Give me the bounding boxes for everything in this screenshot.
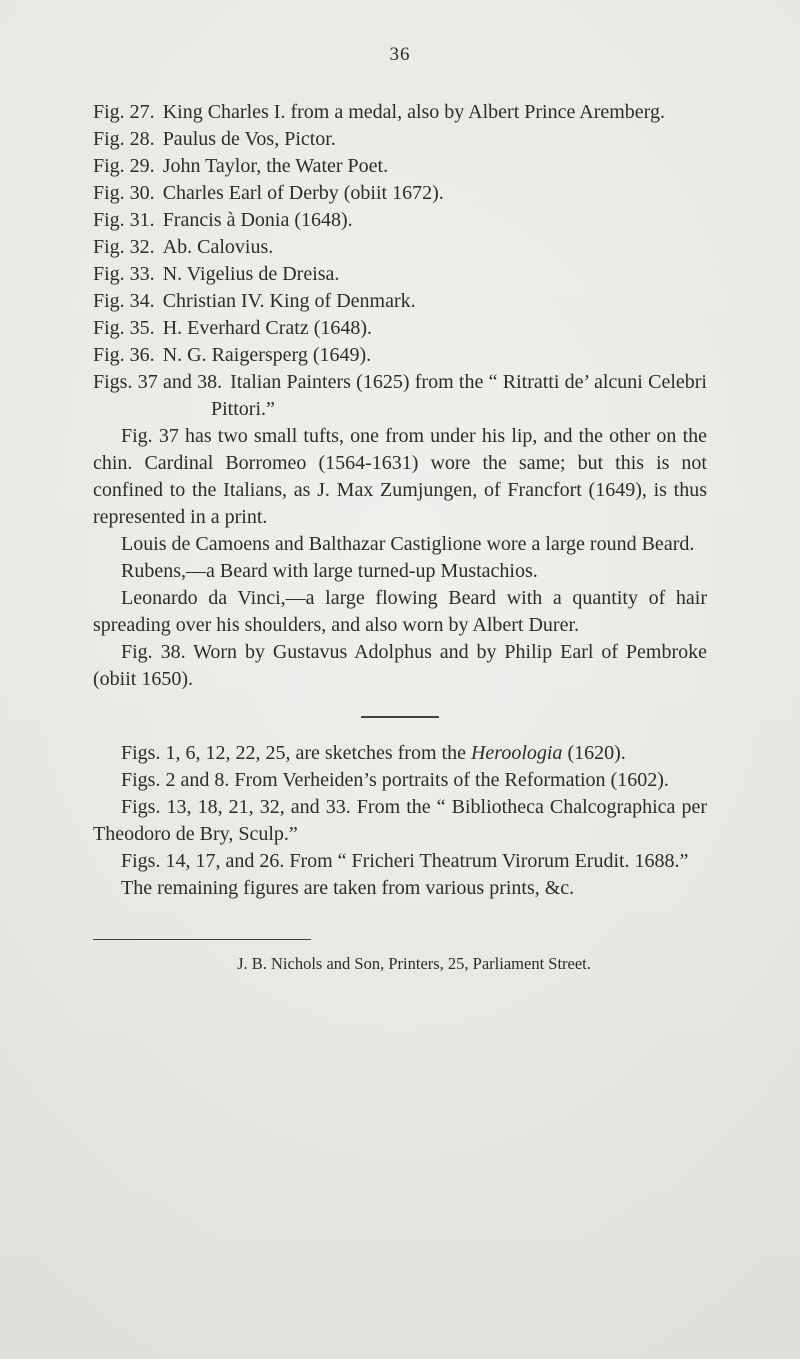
figure-label: Figs. 37 and 38. (93, 371, 223, 393)
page-number: 36 (389, 44, 411, 65)
source-text: (1620). (562, 742, 626, 764)
figure-label: Fig. 33. (93, 263, 155, 285)
figure-text: N. Vigelius de Dreisa. (162, 263, 340, 285)
paragraph-rubens: Rubens,—a Beard with large turned-up Mustachios. (121, 560, 538, 582)
paragraph-heroologia (93, 740, 707, 767)
figure-label: Fig. 35. (93, 317, 155, 339)
figure-text: John Taylor, the Water Poet. (162, 155, 389, 177)
figure-label: Fig. 27. (93, 101, 155, 123)
paragraph-verheiden: Figs. 2 and 8. From Verheiden’s portraits of the Reformation (1602). (121, 769, 669, 791)
figure-entry (93, 288, 707, 315)
source-text: Figs. 1, 6, 12, 22, 25, are sketches from the (121, 742, 471, 764)
figure-text: Francis à Donia (1648). (162, 209, 353, 231)
paragraph-fig38: Fig. 38. Worn by Gustavus Adolphus and by Philip Earl of Pembroke (obiit 1650). (93, 641, 707, 690)
figure-text: Christian IV. King of Denmark. (162, 290, 416, 312)
page-content (93, 99, 707, 975)
figure-entry (93, 342, 707, 369)
figure-label: Fig. 29. (93, 155, 155, 177)
section-divider (361, 716, 439, 718)
figure-label: Fig. 30. (93, 182, 155, 204)
paragraph-camoens-castiglione: Louis de Camoens and Balthazar Castiglione wore a large round Beard. (121, 533, 695, 555)
figure-entry (93, 261, 707, 288)
paragraph-da-vinci: Leonardo da Vinci,—a large flowing Beard with a quantity of hair spreading over his shoulders, and also worn by Albert Durer. (93, 587, 707, 636)
figure-entry (93, 126, 707, 153)
figure-text: Ab. Calovius. (162, 236, 274, 258)
figure-entry (93, 234, 707, 261)
paragraph-fricheri: Figs. 14, 17, and 26. From “ Fricheri Theatrum Virorum Erudit. 1688.” (121, 850, 689, 872)
footer-rule (93, 939, 311, 940)
figure-label: Fig. 28. (93, 128, 155, 150)
figure-entry (93, 315, 707, 342)
figure-entry (93, 99, 707, 126)
paragraph-bibliotheca: Figs. 13, 18, 21, 32, and 33. From the “ Bibliotheca Chalcographica per Theodoro de Bry, Sculp.” (93, 796, 707, 845)
figure-text: N. G. Raigersperg (1649). (162, 344, 372, 366)
figure-entry (93, 369, 707, 423)
figure-label: Fig. 34. (93, 290, 155, 312)
source-title-italic: Heroologia (470, 742, 563, 764)
figure-text: King Charles I. from a medal, also by Albert Prince Aremberg. (162, 101, 665, 123)
figure-label: Fig. 31. (93, 209, 155, 231)
figure-entry (93, 153, 707, 180)
printer-imprint: J. B. Nichols and Son, Printers, 25, Parliament Street. (237, 954, 591, 973)
figure-list (93, 99, 707, 423)
figure-text: Paulus de Vos, Pictor. (162, 128, 336, 150)
figure-label: Fig. 32. (93, 236, 155, 258)
figure-text: Charles Earl of Derby (obiit 1672). (162, 182, 444, 204)
figure-entry (93, 207, 707, 234)
figure-text: Italian Painters (1625) from the “ Ritratti de’ alcuni Celebri Pittori.” (211, 371, 707, 420)
figure-text: H. Everhard Cratz (1648). (162, 317, 373, 339)
figure-entry (93, 180, 707, 207)
paragraph-remaining-figures: The remaining figures are taken from various prints, &c. (121, 877, 575, 899)
paragraph-fig37-tufts: Fig. 37 has two small tufts, one from under his lip, and the other on the chin. Cardinal Borromeo (1564-1631) wore the same; but this is not confined to the Italians, as J. Max Zumjungen, of Francfort (1649), is thus represented in a print. (93, 425, 707, 528)
figure-label: Fig. 36. (93, 344, 155, 366)
